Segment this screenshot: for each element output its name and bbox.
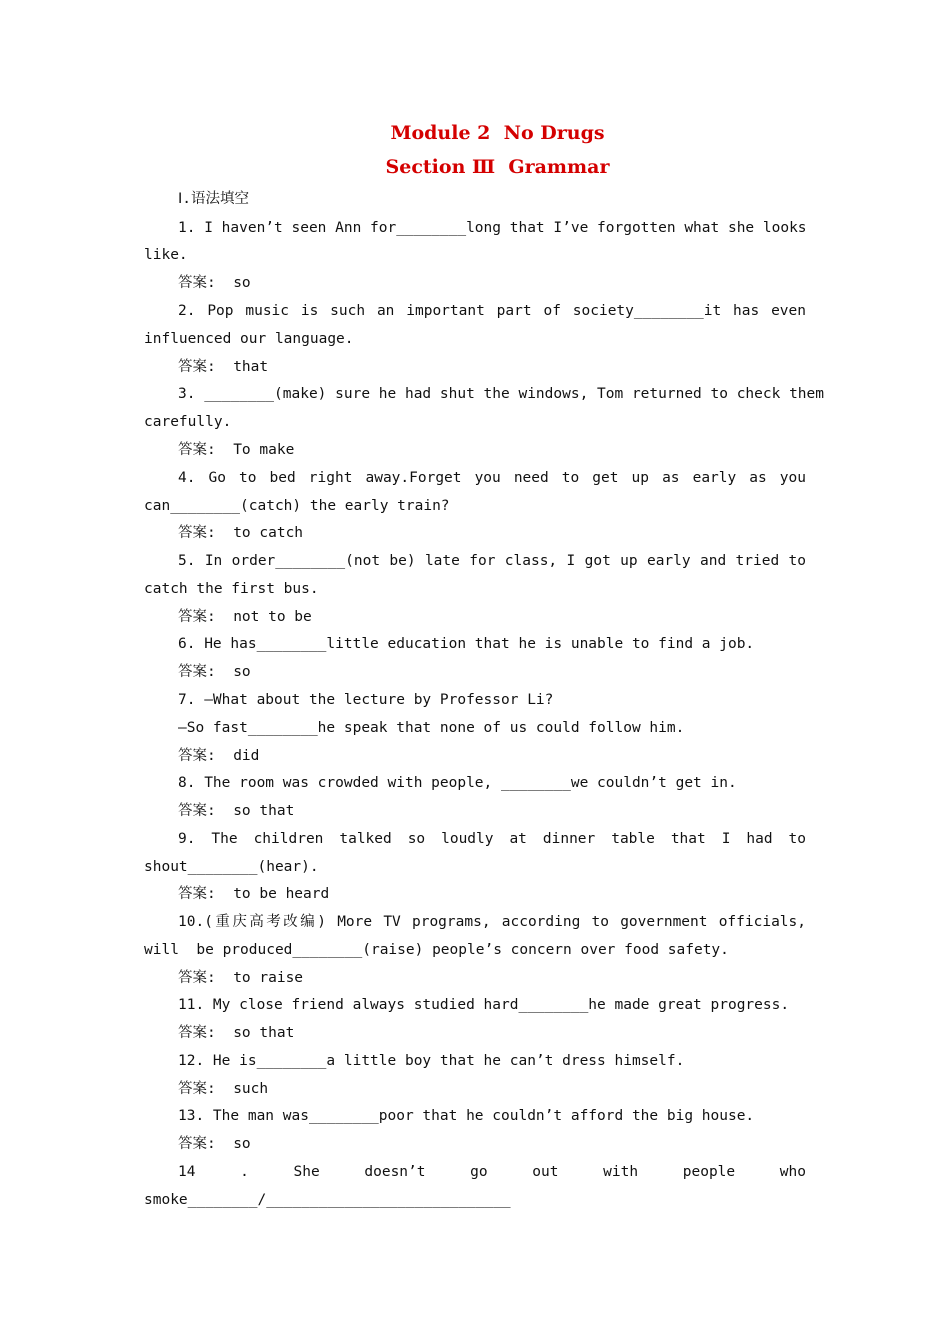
question-4-line-2: can________(catch) the early train? bbox=[144, 498, 450, 514]
question-4-line-1: 4. Go to bed right away.Forget you need to get up as early as you bbox=[178, 470, 806, 486]
question-3-line-1: 3. ________(make) sure he had shut the windows, Tom returned to check them bbox=[178, 386, 825, 402]
answer-2: 答案: that bbox=[178, 359, 269, 375]
answer-6: 答案: so bbox=[178, 664, 251, 680]
module-title: Module 2 No Drugs bbox=[390, 122, 605, 144]
question-14-line-2: smoke________/____________________________ bbox=[144, 1192, 511, 1208]
answer-13: 答案: so bbox=[178, 1136, 251, 1152]
section-heading: Ⅰ.语法填空 bbox=[178, 191, 250, 207]
question-6: 6. He has________little education that he is unable to find a job. bbox=[178, 636, 755, 652]
question-7-line-1: 7. —What about the lecture by Professor Li? bbox=[178, 692, 554, 708]
answer-10: 答案: to raise bbox=[178, 970, 304, 986]
answer-3: 答案: To make bbox=[178, 442, 295, 458]
question-5-line-2: catch the first bus. bbox=[144, 581, 319, 597]
question-11: 11. My close friend always studied hard________he made great progress. bbox=[178, 997, 790, 1013]
question-12: 12. He is________a little boy that he can’t dress himself. bbox=[178, 1053, 685, 1069]
section-title: Section Ⅲ Grammar bbox=[385, 156, 610, 178]
answer-12: 答案: such bbox=[178, 1081, 269, 1097]
answer-7: 答案: did bbox=[178, 748, 260, 764]
answer-1: 答案: so bbox=[178, 275, 251, 291]
question-10-line-1: 10.(重庆高考改编) More TV programs, according to government officials, bbox=[178, 914, 806, 930]
question-1-line-2: like. bbox=[144, 247, 188, 263]
question-13: 13. The man was________poor that he couldn’t afford the big house. bbox=[178, 1108, 755, 1124]
question-5-line-1: 5. In order________(not be) late for class, I got up early and tried to bbox=[178, 553, 806, 569]
question-2-line-2: influenced our language. bbox=[144, 331, 354, 347]
question-2-line-1: 2. Pop music is such an important part of society________it has even bbox=[178, 303, 806, 319]
question-7-line-2: —So fast________he speak that none of us could follow him. bbox=[178, 720, 685, 736]
question-14-line-1: 14 . She doesn’t go out with people who bbox=[178, 1164, 806, 1180]
question-8: 8. The room was crowded with people, ________we couldn’t get in. bbox=[178, 775, 737, 791]
answer-8: 答案: so that bbox=[178, 803, 295, 819]
question-1-line-1: 1. I haven’t seen Ann for________long that I’ve forgotten what she looks bbox=[178, 220, 807, 236]
answer-5: 答案: not to be bbox=[178, 609, 312, 625]
question-9-line-1: 9. The children talked so loudly at dinner table that I had to bbox=[178, 831, 806, 847]
answer-11: 答案: so that bbox=[178, 1025, 295, 1041]
answer-9: 答案: to be heard bbox=[178, 886, 330, 902]
question-10-line-2: will be produced________(raise) people’s concern over food safety. bbox=[144, 942, 729, 958]
question-9-line-2: shout________(hear). bbox=[144, 859, 319, 875]
question-3-line-2: carefully. bbox=[144, 414, 232, 430]
answer-4: 答案: to catch bbox=[178, 525, 304, 541]
